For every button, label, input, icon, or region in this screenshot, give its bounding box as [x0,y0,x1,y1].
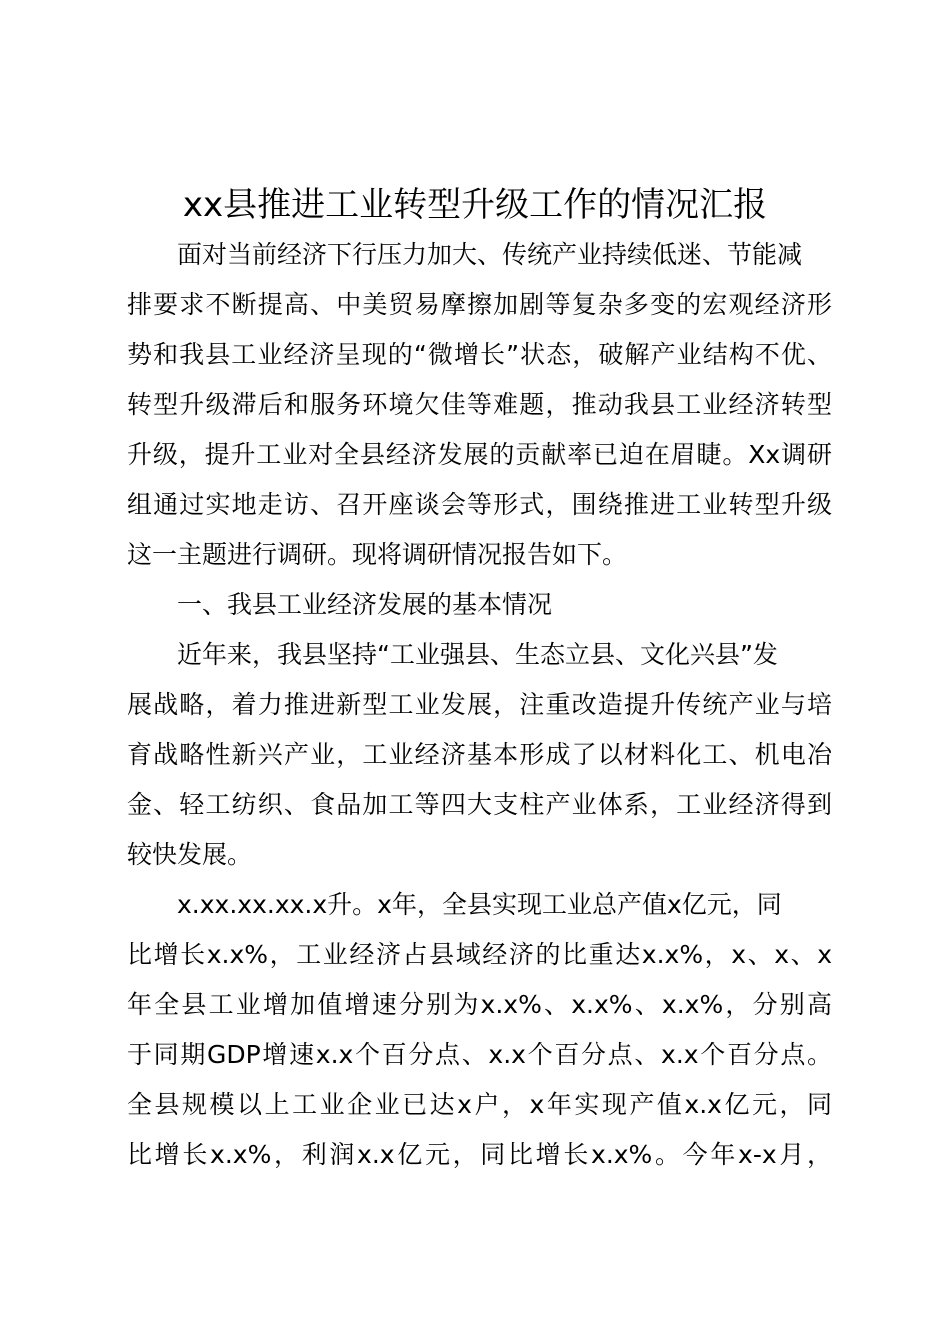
paragraph-line: 组通过实地走访、召开座谈会等形式，围绕推进工业转型升级 [127,490,832,519]
paragraph-line: x.xx.xx.xx.x升。x年，全县实现工业总产值x亿元，同 [177,890,782,919]
paragraph-line: 转型升级滞后和服务环境欠佳等难题，推动我县工业经济转型 [127,390,832,419]
paragraph-line: 比增长x.x%，利润x.x亿元，同比增长x.x%。今年x-x月， [127,1140,832,1169]
paragraph-line: 升级，提升工业对全县经济发展的贡献率已迫在眉睫。Xx调研 [127,440,832,469]
paragraph-line: 年全县工业增加值增速分别为x.x%、x.x%、x.x%，分别高 [127,990,832,1019]
paragraph-line: 于同期GDP增速x.x个百分点、x.x个百分点、x.x个百分点。 [127,1040,832,1069]
paragraph-line: 展战略，着力推进新型工业发展，注重改造提升传统产业与培 [127,690,832,719]
paragraph-line: 育战略性新兴产业，工业经济基本形成了以材料化工、机电冶 [127,740,832,769]
section-heading: 一、我县工业经济发展的基本情况 [177,590,553,619]
paragraph-line: 面对当前经济下行压力加大、传统产业持续低迷、节能减 [177,240,803,269]
paragraph-line: 这一主题进行调研。现将调研情况报告如下。 [127,540,628,569]
paragraph-line: 较快发展。 [127,840,253,869]
paragraph-line: 势和我县工业经济呈现的“微增长”状态，破解产业结构不优、 [127,340,832,369]
paragraph-line: 比增长x.x%，工业经济占县域经济的比重达x.x%，x、x、x [127,940,832,969]
paragraph-line: 近年来，我县坚持“工业强县、生态立县、文化兴县”发 [177,640,778,669]
paragraph-line: 全县规模以上工业企业已达x户，x年实现产值x.x亿元，同 [127,1090,832,1119]
document-title: xx县推进工业转型升级工作的情况汇报 [182,185,768,225]
paragraph-line: 金、轻工纺织、食品加工等四大支柱产业体系，工业经济得到 [127,790,832,819]
paragraph-line: 排要求不断提高、中美贸易摩擦加剧等复杂多变的宏观经济形 [127,290,832,319]
